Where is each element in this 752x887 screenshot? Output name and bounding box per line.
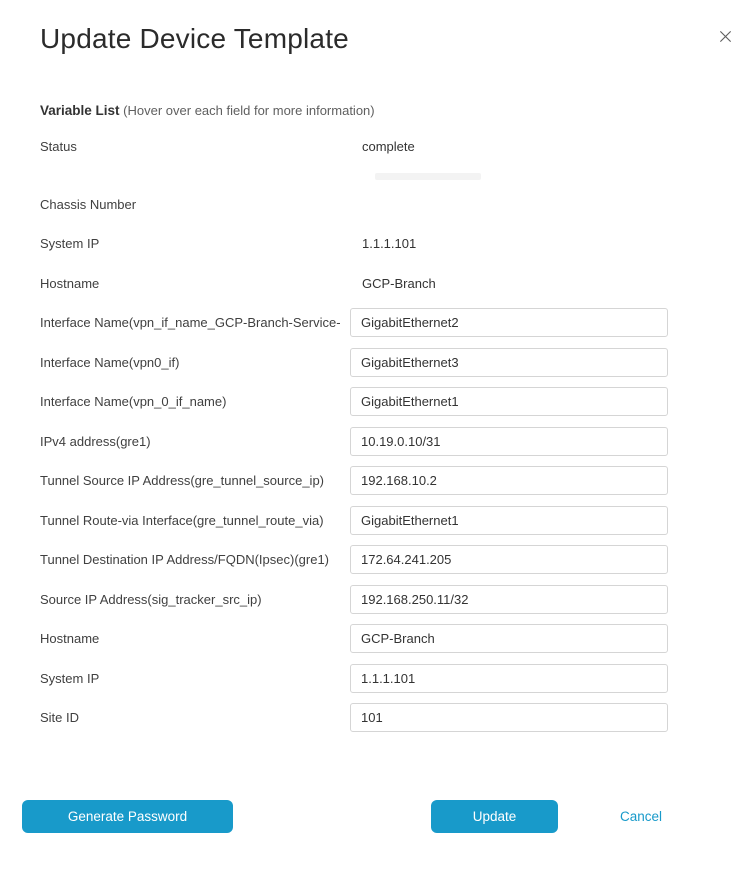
field-value-input[interactable] bbox=[350, 545, 668, 574]
field-label: Interface Name(vpn0_if) bbox=[40, 354, 180, 370]
variable-list-label: Variable List bbox=[40, 103, 120, 118]
row-gap bbox=[0, 167, 752, 185]
field-value-static: GCP-Branch bbox=[362, 275, 436, 291]
field-label: Hostname bbox=[40, 275, 100, 291]
field-label: Interface Name(vpn_if_name_GCP-Branch-Service- bbox=[40, 315, 341, 331]
field-value-input[interactable] bbox=[350, 348, 668, 377]
field-value-static: 1.1.1.101 bbox=[362, 236, 417, 252]
field-row bbox=[0, 343, 752, 383]
field-value-input[interactable] bbox=[350, 703, 668, 732]
field-value-input[interactable] bbox=[350, 308, 668, 337]
field-row bbox=[0, 580, 752, 620]
field-label: Status bbox=[40, 139, 77, 155]
field-row bbox=[0, 501, 752, 541]
field-row bbox=[0, 224, 752, 264]
cancel-button[interactable]: Cancel bbox=[614, 808, 668, 825]
field-value-input[interactable] bbox=[350, 664, 668, 693]
field-value-input[interactable] bbox=[350, 506, 668, 535]
field-row bbox=[0, 127, 752, 167]
field-value-input[interactable] bbox=[350, 585, 668, 614]
field-label: Interface Name(vpn_0_if_name) bbox=[40, 394, 227, 410]
footer bbox=[0, 800, 752, 833]
field-row bbox=[0, 382, 752, 422]
field-list bbox=[0, 127, 752, 738]
field-value-static: complete bbox=[362, 139, 415, 155]
field-label: Tunnel Route-via Interface(gre_tunnel_route_via) bbox=[40, 512, 324, 528]
field-value-input[interactable] bbox=[350, 624, 668, 653]
field-label: Tunnel Destination IP Address/FQDN(Ipsec)(gre1) bbox=[40, 552, 330, 568]
update-device-template-modal bbox=[0, 22, 752, 887]
update-button[interactable]: Update bbox=[431, 800, 558, 833]
chassis-number-faint-value bbox=[375, 173, 481, 180]
field-row bbox=[0, 185, 752, 225]
field-value-input[interactable] bbox=[350, 387, 668, 416]
field-label: Chassis Number bbox=[40, 196, 137, 212]
field-row bbox=[0, 422, 752, 462]
field-label: IPv4 address(gre1) bbox=[40, 433, 151, 449]
field-value-input[interactable] bbox=[350, 466, 668, 495]
field-row bbox=[0, 698, 752, 738]
field-label: Source IP Address(sig_tracker_src_ip) bbox=[40, 591, 262, 607]
variable-list-hint: (Hover over each field for more information) bbox=[123, 103, 375, 118]
generate-password-button[interactable]: Generate Password bbox=[22, 800, 233, 833]
field-row bbox=[0, 303, 752, 343]
field-label: Tunnel Source IP Address(gre_tunnel_source_ip) bbox=[40, 473, 325, 489]
page-title: Update Device Template bbox=[40, 23, 349, 54]
field-row bbox=[0, 264, 752, 304]
field-value-input[interactable] bbox=[350, 427, 668, 456]
field-row bbox=[0, 619, 752, 659]
close-icon[interactable] bbox=[717, 28, 733, 44]
field-label: Site ID bbox=[40, 710, 80, 726]
variable-list-header bbox=[40, 103, 752, 119]
field-label: Hostname bbox=[40, 631, 100, 647]
field-row bbox=[0, 461, 752, 501]
field-label: System IP bbox=[40, 236, 100, 252]
field-row bbox=[0, 540, 752, 580]
field-row bbox=[0, 659, 752, 699]
field-label: System IP bbox=[40, 670, 100, 686]
